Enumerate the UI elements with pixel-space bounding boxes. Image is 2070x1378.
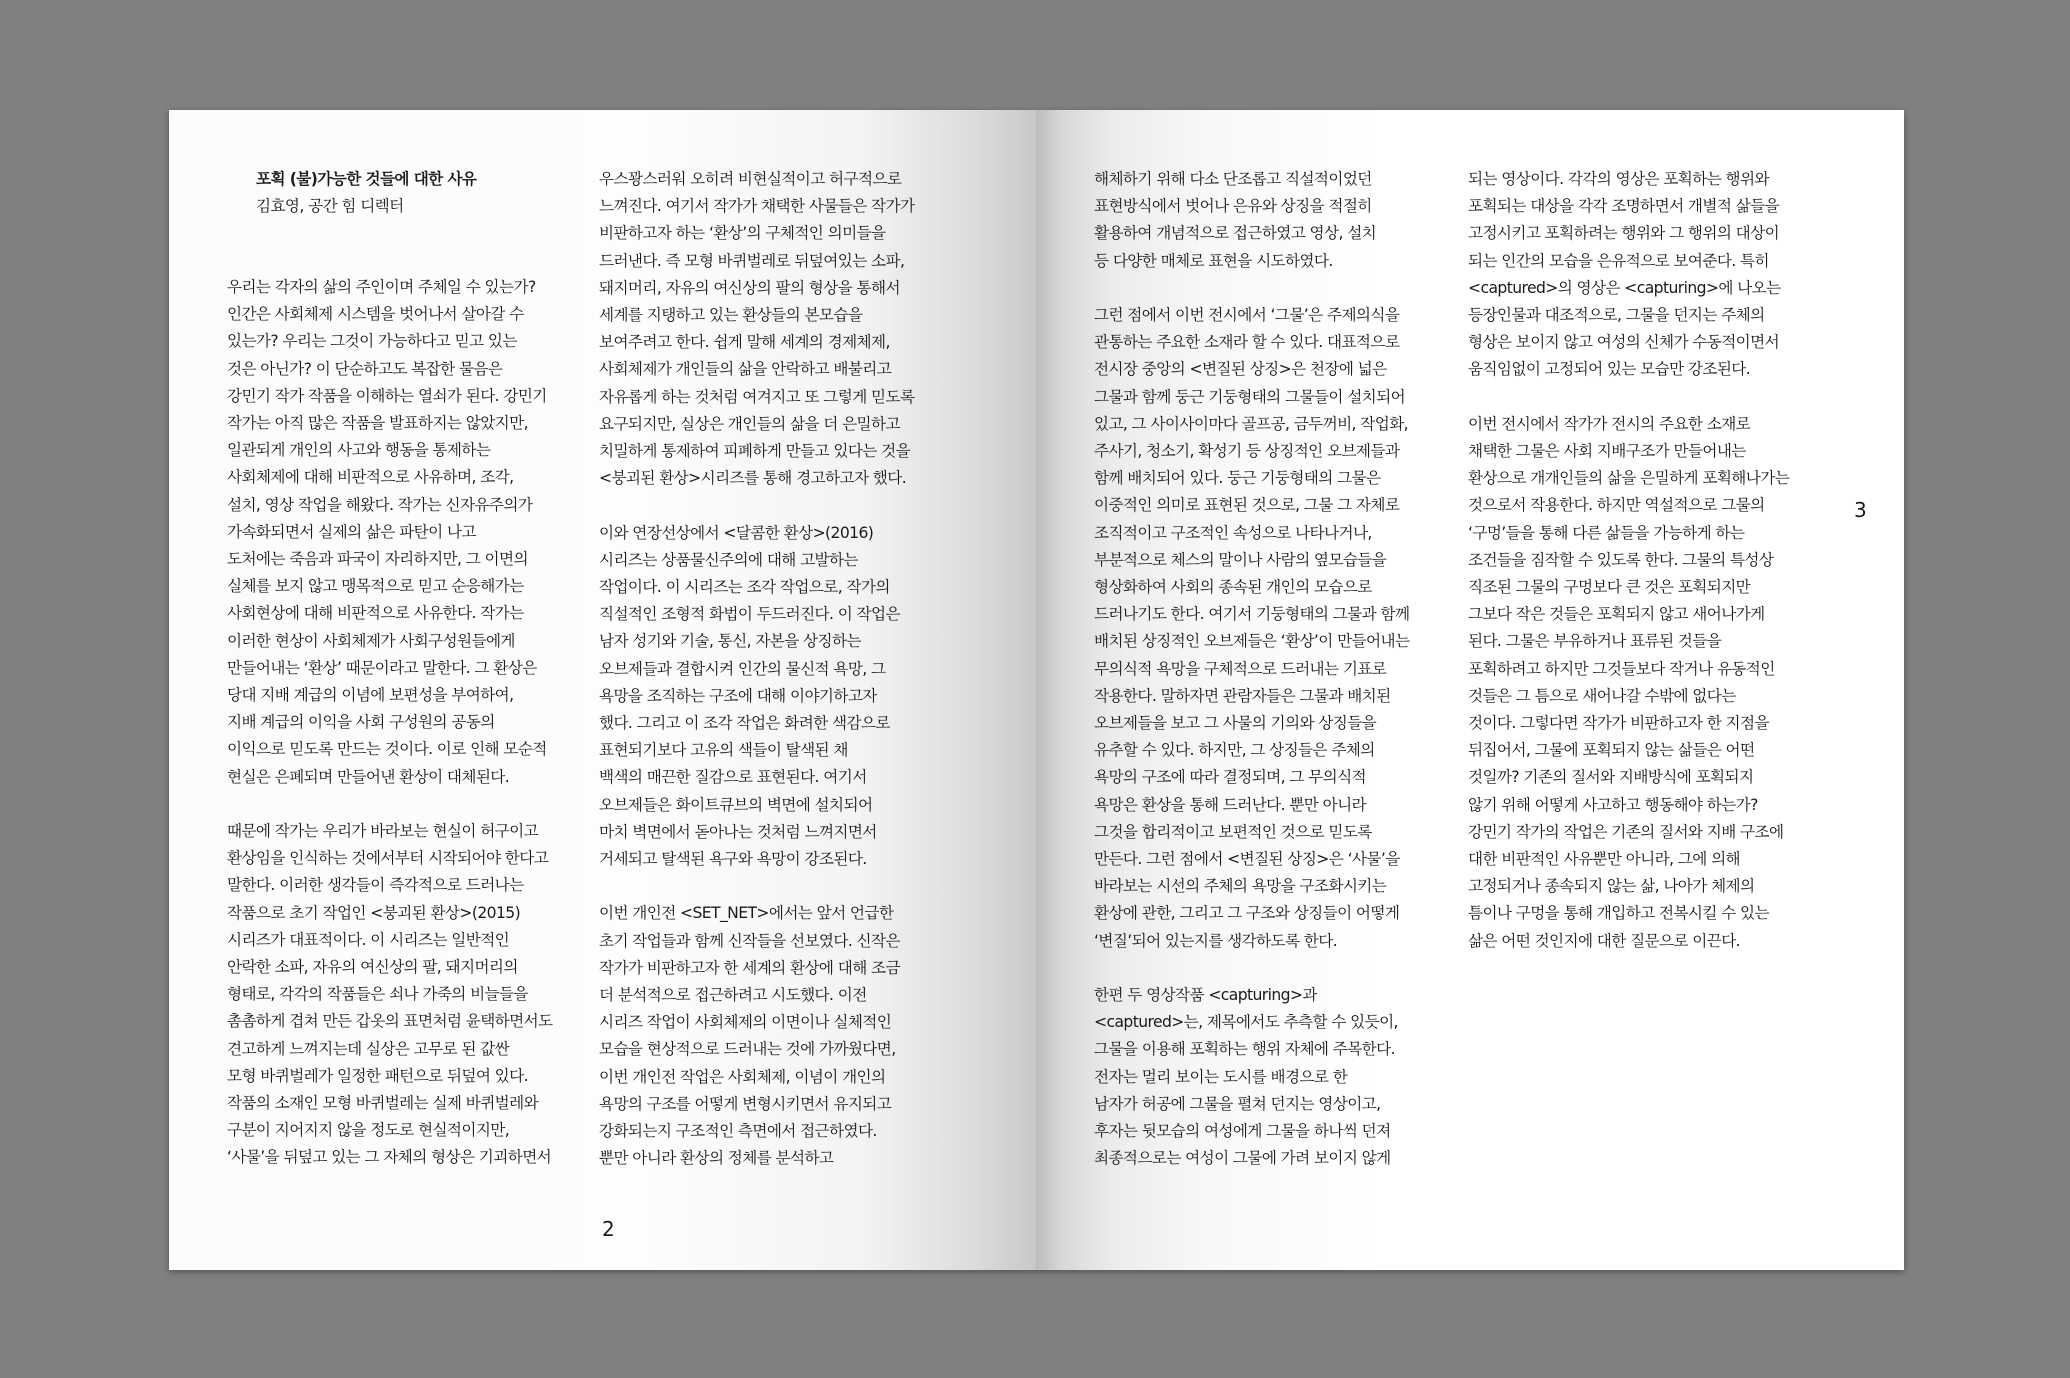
text-line: <captured>의 영상은 <capturing>에 나오는 (1468, 278, 1781, 297)
text-line: 요구되지만, 실상은 개인들의 삶을 더 은밀하고 (599, 414, 900, 433)
text-line: 그런 점에서 이번 전시에서 ‘그물’은 주제의식을 (1094, 306, 1400, 324)
text-line: 조직적이고 구조적인 속성으로 나타나거나, (1094, 523, 1372, 542)
text-line: 그보다 작은 것들은 포획되지 않고 새어나가게 (1468, 605, 1765, 624)
text-line: 형태로, 각각의 작품들은 쇠나 가죽의 비늘들을 (227, 985, 528, 1004)
right-column-2 (1468, 166, 1789, 955)
text-line: 환상에 관한, 그리고 그 구조와 상징들이 어떻게 (1094, 904, 1400, 923)
text-line: 견고하게 느껴지는데 실상은 고무로 된 값싼 (227, 1039, 510, 1058)
text-line: 틈이나 구멍을 통해 개입하고 전복시킬 수 있는 (1468, 904, 1769, 923)
text-line: 했다. 그리고 이 조각 작업은 화려한 색감으로 (599, 714, 890, 733)
text-line: 뒤집어서, 그물에 포획되지 않는 삶들은 어떤 (1468, 741, 1755, 760)
paragraph-gap (227, 791, 553, 818)
text-line: 있고, 그 사이사이마다 골프공, 금두꺼비, 작업화, (1094, 414, 1409, 433)
text-line: 것으로서 작용한다. 하지만 역설적으로 그물의 (1468, 496, 1765, 515)
text-line: 작품으로 초기 작업인 <붕괴된 환상>(2015) (227, 903, 521, 922)
text-line: 드러낸다. 즉 모형 바퀴벌레로 뒤덮여있는 소파, (599, 251, 905, 270)
text-line: 고정되거나 종속되지 않는 삶, 나아가 체제의 (1468, 877, 1755, 896)
text-line: 도처에는 죽음과 파국이 자리하지만, 그 이면의 (227, 550, 528, 569)
text-line: 된다. 그물은 부유하거나 표류된 것들을 (1468, 632, 1722, 651)
text-line: 촘촘하게 겹쳐 만든 갑옷의 표면처럼 윤택하면서도 (227, 1012, 553, 1031)
text-line: 그물을 이용해 포획하는 행위 자체에 주목한다. (1094, 1040, 1395, 1059)
text-line: 우스꽝스러워 오히려 비현실적이고 허구적으로 (599, 170, 902, 188)
text-line: 바라보는 시선의 주체의 욕망을 구조화시키는 (1094, 877, 1387, 896)
text-line: 욕망은 환상을 통해 드러난다. 뿐만 아니라 (1094, 795, 1367, 814)
text-line: 오브제들과 결합시켜 인간의 물신적 욕망, 그 (599, 659, 886, 678)
text-line: 주사기, 청소기, 확성기 등 상징적인 오브제들과 (1094, 442, 1400, 461)
left-page (169, 110, 1036, 1270)
text-line: 설치, 영상 작업을 해왔다. 작가는 신자유주의가 (227, 495, 533, 514)
text-line: 드러나기도 한다. 여기서 기둥형태의 그물과 함께 (1094, 605, 1410, 624)
left-header (256, 166, 476, 220)
text-line: 욕망의 구조에 따라 결정되며, 그 무의식적 (1094, 768, 1367, 787)
paragraph-gap (1094, 955, 1409, 982)
text-line: 자유롭게 하는 것처럼 여겨지고 또 그렇게 믿도록 (599, 387, 915, 406)
text-line: 지배 계급의 이익을 사회 구성원의 공동의 (227, 713, 495, 732)
text-line: 것이다. 그렇다면 작가가 비판하고자 한 지점을 (1468, 714, 1769, 733)
text-line: 욕망을 조직하는 구조에 대해 이야기하고자 (599, 686, 877, 705)
text-line: 백색의 매끈한 질감으로 표현된다. 여기서 (599, 768, 867, 787)
text-line: 돼지머리, 자유의 여신상의 팔의 형상을 통해서 (599, 278, 900, 297)
article-author: 김효영, 공간 힘 디렉터 (256, 197, 404, 216)
text-line: 한편 두 영상작품 <capturing>과 (1094, 986, 1317, 1005)
text-line: 표현되기보다 고유의 색들이 탈색된 채 (599, 741, 848, 760)
text-line: 유추할 수 있다. 하지만, 그 상징들은 주체의 (1094, 741, 1375, 760)
text-line: 거세되고 탈색된 욕구와 욕망이 강조된다. (599, 850, 867, 869)
left-column-1 (227, 274, 553, 1172)
text-line: ‘변질’되어 있는지를 생각하도록 한다. (1094, 931, 1338, 950)
text-line: 직조된 그물의 구멍보다 큰 것은 포획되지만 (1468, 578, 1751, 597)
text-line: 시리즈가 대표적이다. 이 시리즈는 일반적인 (227, 930, 510, 949)
text-line: 이번 개인전 <SET_NET>에서는 앞서 언급한 (599, 904, 894, 923)
text-line: 형상화하여 사회의 종속된 개인의 모습으로 (1094, 578, 1372, 597)
text-line: 포획되는 대상을 각각 조명하면서 개별적 삶들을 (1468, 197, 1780, 216)
text-line: ‘사물’을 뒤덮고 있는 그 자체의 형상은 기괴하면서 (227, 1148, 552, 1167)
text-line: 실체를 보지 않고 맹목적으로 믿고 순응해가는 (227, 577, 524, 596)
text-line: 삶은 어떤 것인지에 대한 질문으로 이끈다. (1468, 931, 1741, 950)
text-line: 것은 아닌가? 이 단순하고도 복잡한 물음은 (227, 359, 503, 378)
text-line: 시리즈는 상품물신주의에 대해 고발하는 (599, 550, 858, 569)
text-line: 구분이 지어지지 않을 정도로 현실적이지만, (227, 1121, 510, 1140)
text-line: 사회체제가 개인들의 삶을 안락하고 배불리고 (599, 360, 892, 379)
text-line: 말한다. 이러한 생각들이 즉각적으로 드러나는 (227, 876, 524, 895)
text-line: 해체하기 위해 다소 단조롭고 직설적이었던 (1094, 170, 1372, 188)
text-line: 강민기 작가 작품을 이해하는 열쇠가 된다. 강민기 (227, 386, 547, 405)
text-line: <captured>는, 제목에서도 추측할 수 있듯이, (1094, 1013, 1398, 1032)
text-line: 관통하는 주요한 소재라 할 수 있다. 대표적으로 (1094, 333, 1400, 352)
text-line: 가속화되면서 실제의 삶은 파탄이 나고 (227, 522, 476, 541)
text-line: <붕괴된 환상>시리즈를 통해 경고하고자 했다. (599, 469, 907, 488)
text-line: 만든다. 그런 점에서 <변질된 상징>은 ‘사물’을 (1094, 850, 1400, 869)
left-column-2 (599, 166, 914, 1172)
text-line: 함께 배치되어 있다. 둥근 기둥형태의 그물은 (1094, 469, 1381, 488)
text-line: 작가가 비판하고자 한 세계의 환상에 대해 조금 (599, 958, 900, 977)
text-line: 치밀하게 통제하여 피폐하게 만들고 있다는 것을 (599, 442, 911, 461)
text-line: 부분적으로 체스의 말이나 사람의 옆모습들을 (1094, 550, 1387, 569)
text-line: 포획하려고 하지만 그것들보다 작거나 유동적인 (1468, 659, 1775, 678)
text-line: 것들은 그 틈으로 새어나갈 수밖에 없다는 (1468, 686, 1736, 705)
text-line: 되는 영상이다. 각각의 영상은 포획하는 행위와 (1468, 170, 1769, 188)
text-line: 오브제들은 화이트큐브의 벽면에 설치되어 (599, 795, 873, 814)
book-spread (169, 110, 1904, 1270)
text-line: 작업이다. 이 시리즈는 조각 작업으로, 작가의 (599, 578, 890, 597)
text-line: 움직임없이 고정되어 있는 모습만 강조된다. (1468, 360, 1751, 379)
text-line: 그것을 합리적이고 보편적인 것으로 믿도록 (1094, 822, 1372, 841)
text-line: 이번 전시에서 작가가 전시의 주요한 소재로 (1468, 414, 1751, 433)
text-line: 후자는 뒷모습의 여성에게 그물을 하나씩 던져 (1094, 1122, 1391, 1141)
text-line: 이번 개인전 작업은 사회체제, 이념이 개인의 (599, 1067, 886, 1086)
text-line: 안락한 소파, 자유의 여신상의 팔, 돼지머리의 (227, 958, 518, 977)
paragraph-gap (1468, 384, 1789, 411)
text-line: 강민기 작가의 작업은 기존의 질서와 지배 구조에 (1468, 822, 1784, 841)
text-line: 강화되는지 구조적인 측면에서 접근하였다. (599, 1122, 877, 1141)
text-line: 우리는 각자의 삶의 주인이며 주체일 수 있는가? (227, 278, 536, 296)
text-line: 욕망의 구조를 어떻게 변형시키면서 유지되고 (599, 1094, 892, 1113)
article-title: 포획 (불)가능한 것들에 대한 사유 (256, 170, 477, 188)
text-line: 이와 연장선상에서 <달콤한 환상>(2016) (599, 523, 874, 542)
text-line: 일관되게 개인의 사고와 행동을 통제하는 (227, 441, 491, 460)
text-line: 전자는 멀리 보이는 도시를 배경으로 한 (1094, 1067, 1348, 1086)
text-line: 이중적인 의미로 표현된 것으로, 그물 그 자체로 (1094, 496, 1400, 515)
text-line: 세계를 지탱하고 있는 환상들의 본모습을 (599, 306, 863, 325)
text-line: 배치된 상징적인 오브제들은 ‘환상’이 만들어내는 (1094, 632, 1410, 651)
text-line: 보여주려고 한다. 쉽게 말해 세계의 경제체제, (599, 333, 890, 352)
text-line: 오브제들을 보고 그 사물의 기의와 상징들을 (1094, 714, 1377, 733)
text-line: 등장인물과 대조적으로, 그물을 던지는 주체의 (1468, 306, 1765, 325)
text-line: 환상임을 인식하는 것에서부터 시작되어야 한다고 (227, 849, 549, 868)
text-line: 그물과 함께 둥근 기둥형태의 그물들이 설치되어 (1094, 387, 1406, 406)
text-line: 작용한다. 말하자면 관람자들은 그물과 배치된 (1094, 686, 1391, 705)
right-page (1036, 110, 1904, 1270)
text-line: 등 다양한 매체로 표현을 시도하였다. (1094, 251, 1333, 270)
text-line: 무의식적 욕망을 구체적으로 드러내는 기표로 (1094, 659, 1387, 678)
text-line: 만들어내는 ‘환상’ 때문이라고 말한다. 그 환상은 (227, 658, 537, 677)
paragraph-gap (599, 873, 914, 900)
text-line: 사회현상에 대해 비판적으로 사유한다. 작가는 (227, 604, 524, 623)
text-line: 않기 위해 어떻게 사고하고 행동해야 하는가? (1468, 795, 1758, 814)
text-line: 인간은 사회체제 시스템을 벗어나서 살아갈 수 (227, 305, 524, 324)
paragraph-gap (599, 492, 914, 519)
text-line: 것일까? 기존의 질서와 지배방식에 포획되지 (1468, 768, 1754, 787)
text-line: 초기 작업들과 함께 신작들을 선보였다. 신작은 (599, 931, 900, 950)
text-line: 작가는 아직 많은 작품을 발표하지는 않았지만, (227, 414, 528, 433)
text-line: 느껴진다. 여기서 작가가 채택한 사물들은 작가가 (599, 197, 915, 216)
page-number-left: 2 (602, 1217, 615, 1241)
text-line: 직설적인 조형적 화법이 두드러진다. 이 작업은 (599, 605, 900, 624)
text-line: 대한 비판적인 사유뿐만 아니라, 그에 의해 (1468, 850, 1741, 869)
text-line: 전시장 중앙의 <변질된 상징>은 천장에 넓은 (1094, 360, 1387, 379)
text-line: 조건들을 짐작할 수 있도록 한다. 그물의 특성상 (1468, 550, 1774, 569)
right-column-1 (1094, 166, 1409, 1172)
text-line: 남자 성기와 기술, 통신, 자본을 상징하는 (599, 632, 861, 651)
text-line: 이익으로 믿도록 만드는 것이다. 이로 인해 모순적 (227, 740, 547, 759)
text-line: 뿐만 아니라 환상의 정체를 분석하고 (599, 1149, 834, 1168)
text-line: 마치 벽면에서 돋아나는 것처럼 느껴지면서 (599, 822, 877, 841)
text-line: 현실은 은폐되며 만들어낸 환상이 대체된다. (227, 767, 510, 786)
text-line: 이러한 현상이 사회체제가 사회구성원들에게 (227, 631, 515, 650)
text-line: 작품의 소재인 모형 바퀴벌레는 실제 바퀴벌레와 (227, 1094, 539, 1113)
text-line: 때문에 작가는 우리가 바라보는 현실이 허구이고 (227, 822, 539, 841)
text-line: 당대 지배 계급의 이념에 보편성을 부여하여, (227, 686, 514, 705)
text-line: 더 분석적으로 접근하려고 시도했다. 이전 (599, 986, 867, 1005)
paragraph-gap (1094, 275, 1409, 302)
text-line: 환상으로 개개인들의 삶을 은밀하게 포획해나가는 (1468, 469, 1790, 488)
text-line: 최종적으로는 여성이 그물에 가려 보이지 않게 (1094, 1149, 1391, 1168)
page-number-right: 3 (1854, 498, 1867, 522)
text-line: 활용하여 개념적으로 접근하였고 영상, 설치 (1094, 224, 1377, 243)
text-line: 사회체제에 대해 비판적으로 사유하며, 조각, (227, 468, 514, 487)
text-line: 모습을 현상적으로 드러내는 것에 가까웠다면, (599, 1040, 896, 1059)
text-line: 있는가? 우리는 그것이 가능하다고 믿고 있는 (227, 332, 517, 351)
text-line: 표현방식에서 벗어나 은유와 상징을 적절히 (1094, 197, 1372, 216)
text-line: 채택한 그물은 사회 지배구조가 만들어내는 (1468, 442, 1746, 461)
text-line: 시리즈 작업이 사회체제의 이면이나 실체적인 (599, 1013, 892, 1032)
text-line: 비판하고자 하는 ‘환상’의 구체적인 의미들을 (599, 224, 886, 243)
text-line: 되는 인간의 모습을 은유적으로 보여준다. 특히 (1468, 251, 1769, 270)
text-line: ‘구멍’들을 통해 다른 삶들을 가능하게 하는 (1468, 523, 1745, 542)
text-line: 고정시키고 포획하려는 행위와 그 행위의 대상이 (1468, 224, 1780, 243)
text-line: 모형 바퀴벌레가 일정한 패턴으로 뒤덮여 있다. (227, 1066, 528, 1085)
text-line: 형상은 보이지 않고 여성의 신체가 수동적이면서 (1468, 333, 1780, 352)
text-line: 남자가 허공에 그물을 펼쳐 던지는 영상이고, (1094, 1094, 1381, 1113)
